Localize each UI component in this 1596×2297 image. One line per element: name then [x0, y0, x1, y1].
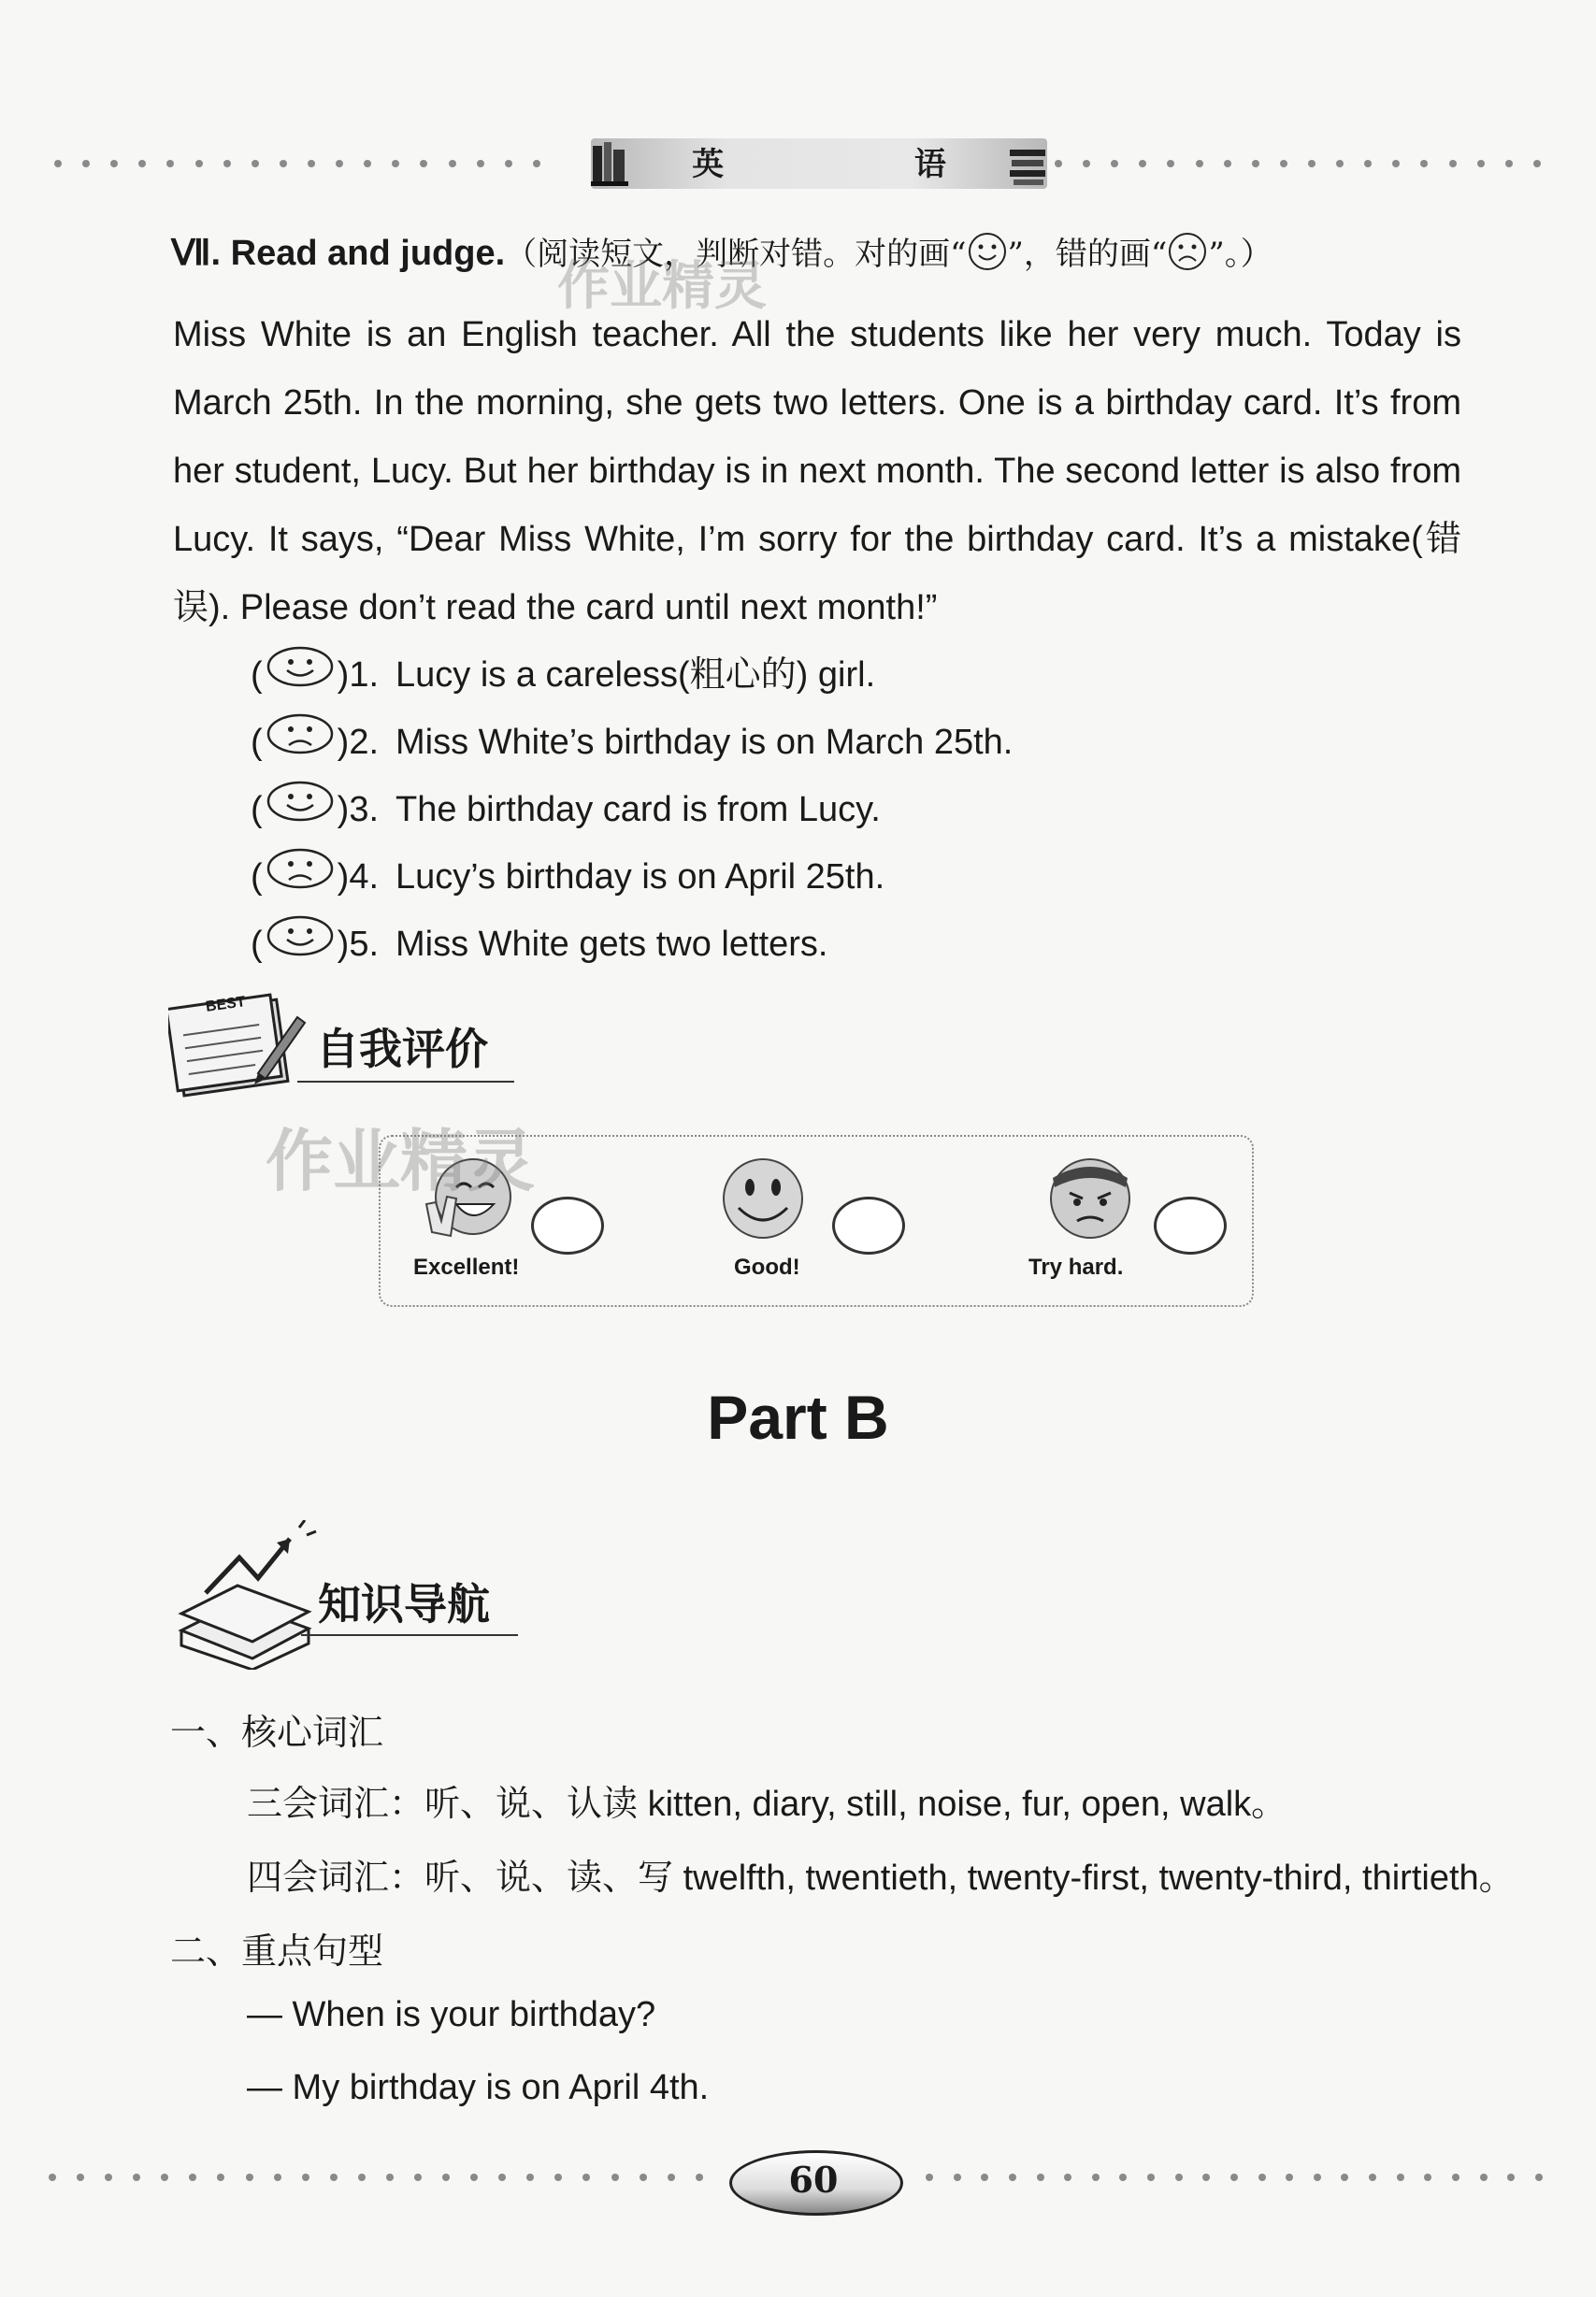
answer-paren-open: (	[251, 790, 263, 829]
answer-paren-open: (	[251, 857, 263, 897]
smile-face-answer-icon	[265, 645, 336, 688]
section-heading: Read and judge.	[230, 234, 506, 273]
header-dots-left	[54, 157, 540, 170]
answer-slot[interactable]	[263, 847, 338, 907]
three-skill-label: 三会词汇：听、说、认读	[247, 1783, 639, 1824]
sad-face-icon	[1167, 231, 1208, 272]
self-eval-underline	[297, 1081, 514, 1083]
question-text: Miss White’s birthday is on March 25th.	[395, 723, 1014, 762]
question-row	[251, 849, 884, 905]
question-number: 4.	[349, 857, 380, 897]
answer-paren-close: )	[337, 655, 350, 695]
sentence-answer: — My birthday is on April 4th.	[247, 2068, 710, 2107]
books-chart-icon	[168, 1520, 318, 1670]
reading-passage: Miss White is an English teacher. All the students like her very much. Today is March 25th. In the morning, she gets two letters. One is a birthday card. It’s from her student, Lucy. But her birthday is in next month. The second letter is also from Lucy. It says, “Dear Miss White, I’m sorry for the birthday card. It’s a mistake(错误). Please don’t read the card until next month!”	[173, 315, 1461, 627]
question-number: 2.	[349, 723, 380, 762]
answer-slot[interactable]	[263, 645, 338, 705]
answer-paren-open: (	[251, 925, 263, 964]
smile-face-answer-icon	[265, 914, 336, 957]
four-skill-label: 四会词汇：听、说、读、写	[247, 1857, 674, 1898]
smile-face-answer-icon	[265, 780, 336, 823]
excellent-label: Excellent!	[413, 1255, 520, 1280]
question-row	[251, 714, 1013, 770]
answer-slot[interactable]	[263, 780, 338, 840]
question-row	[251, 916, 827, 972]
three-skill-vocab	[247, 1774, 1287, 1826]
try-hard-label: Try hard.	[1028, 1255, 1124, 1280]
watermark-middle: 作业精灵	[266, 1122, 536, 1200]
answer-paren-close: )	[337, 857, 350, 897]
answer-paren-open: (	[251, 655, 263, 695]
four-skill-vocab	[247, 1848, 1515, 1900]
answer-slot[interactable]	[263, 712, 338, 772]
answer-paren-close: )	[337, 925, 350, 964]
watermark-top: 作业精灵	[557, 256, 767, 317]
question-row	[251, 647, 875, 703]
three-skill-words: kitten, diary, still, noise, fur, open, walk。	[647, 1785, 1287, 1824]
question-text: Lucy is a careless(粗心的) girl.	[395, 655, 876, 695]
good-rating-circle[interactable]	[832, 1197, 905, 1255]
badge-text: BEST	[204, 994, 247, 1015]
try-hard-face-icon	[1043, 1146, 1137, 1243]
smile-face-icon	[967, 231, 1008, 272]
page-number: 60	[788, 2159, 839, 2201]
sentence-heading: 二、重点句型	[170, 1931, 384, 1972]
question-number: 1.	[349, 655, 380, 695]
knowledge-title: 知识导航	[318, 1579, 490, 1629]
question-text: Miss White gets two letters.	[395, 925, 828, 964]
answer-slot[interactable]	[263, 914, 338, 974]
question-number: 3.	[349, 790, 380, 829]
question-number: 5.	[349, 925, 380, 964]
question-row	[251, 782, 881, 838]
sentence-question: — When is your birthday?	[247, 1995, 656, 2034]
footer-dots-right	[926, 2171, 1543, 2184]
instruction-part2: ”，错的画“	[1007, 236, 1168, 273]
footer-dots-left	[49, 2171, 703, 2184]
instruction-part3: ”。）	[1208, 236, 1272, 273]
answer-paren-close: )	[337, 790, 350, 829]
section-number: Ⅶ.	[171, 234, 222, 273]
question-text: Lucy’s birthday is on April 25th.	[395, 857, 885, 897]
part-b-title: Part B	[707, 1383, 889, 1452]
excellent-rating-circle[interactable]	[531, 1197, 604, 1255]
core-vocab-heading: 一、核心词汇	[170, 1712, 384, 1753]
header-subject: 英 语	[692, 146, 1036, 183]
self-eval-title: 自我评价	[316, 1024, 488, 1074]
four-skill-words: twelfth, twentieth, twenty-first, twenty-third, thirtieth。	[683, 1859, 1515, 1898]
try-hard-rating-circle[interactable]	[1154, 1197, 1227, 1255]
instruction-part1: （阅读短文，判断对错。对的画“	[505, 236, 967, 273]
knowledge-underline	[301, 1634, 518, 1636]
answer-paren-close: )	[337, 723, 350, 762]
header-dots-right	[1055, 157, 1541, 170]
sad-face-answer-icon	[265, 712, 336, 755]
answer-paren-open: (	[251, 723, 263, 762]
good-label: Good!	[734, 1255, 800, 1280]
good-face-icon	[716, 1156, 810, 1242]
question-text: The birthday card is from Lucy.	[395, 790, 881, 829]
sad-face-answer-icon	[265, 847, 336, 890]
